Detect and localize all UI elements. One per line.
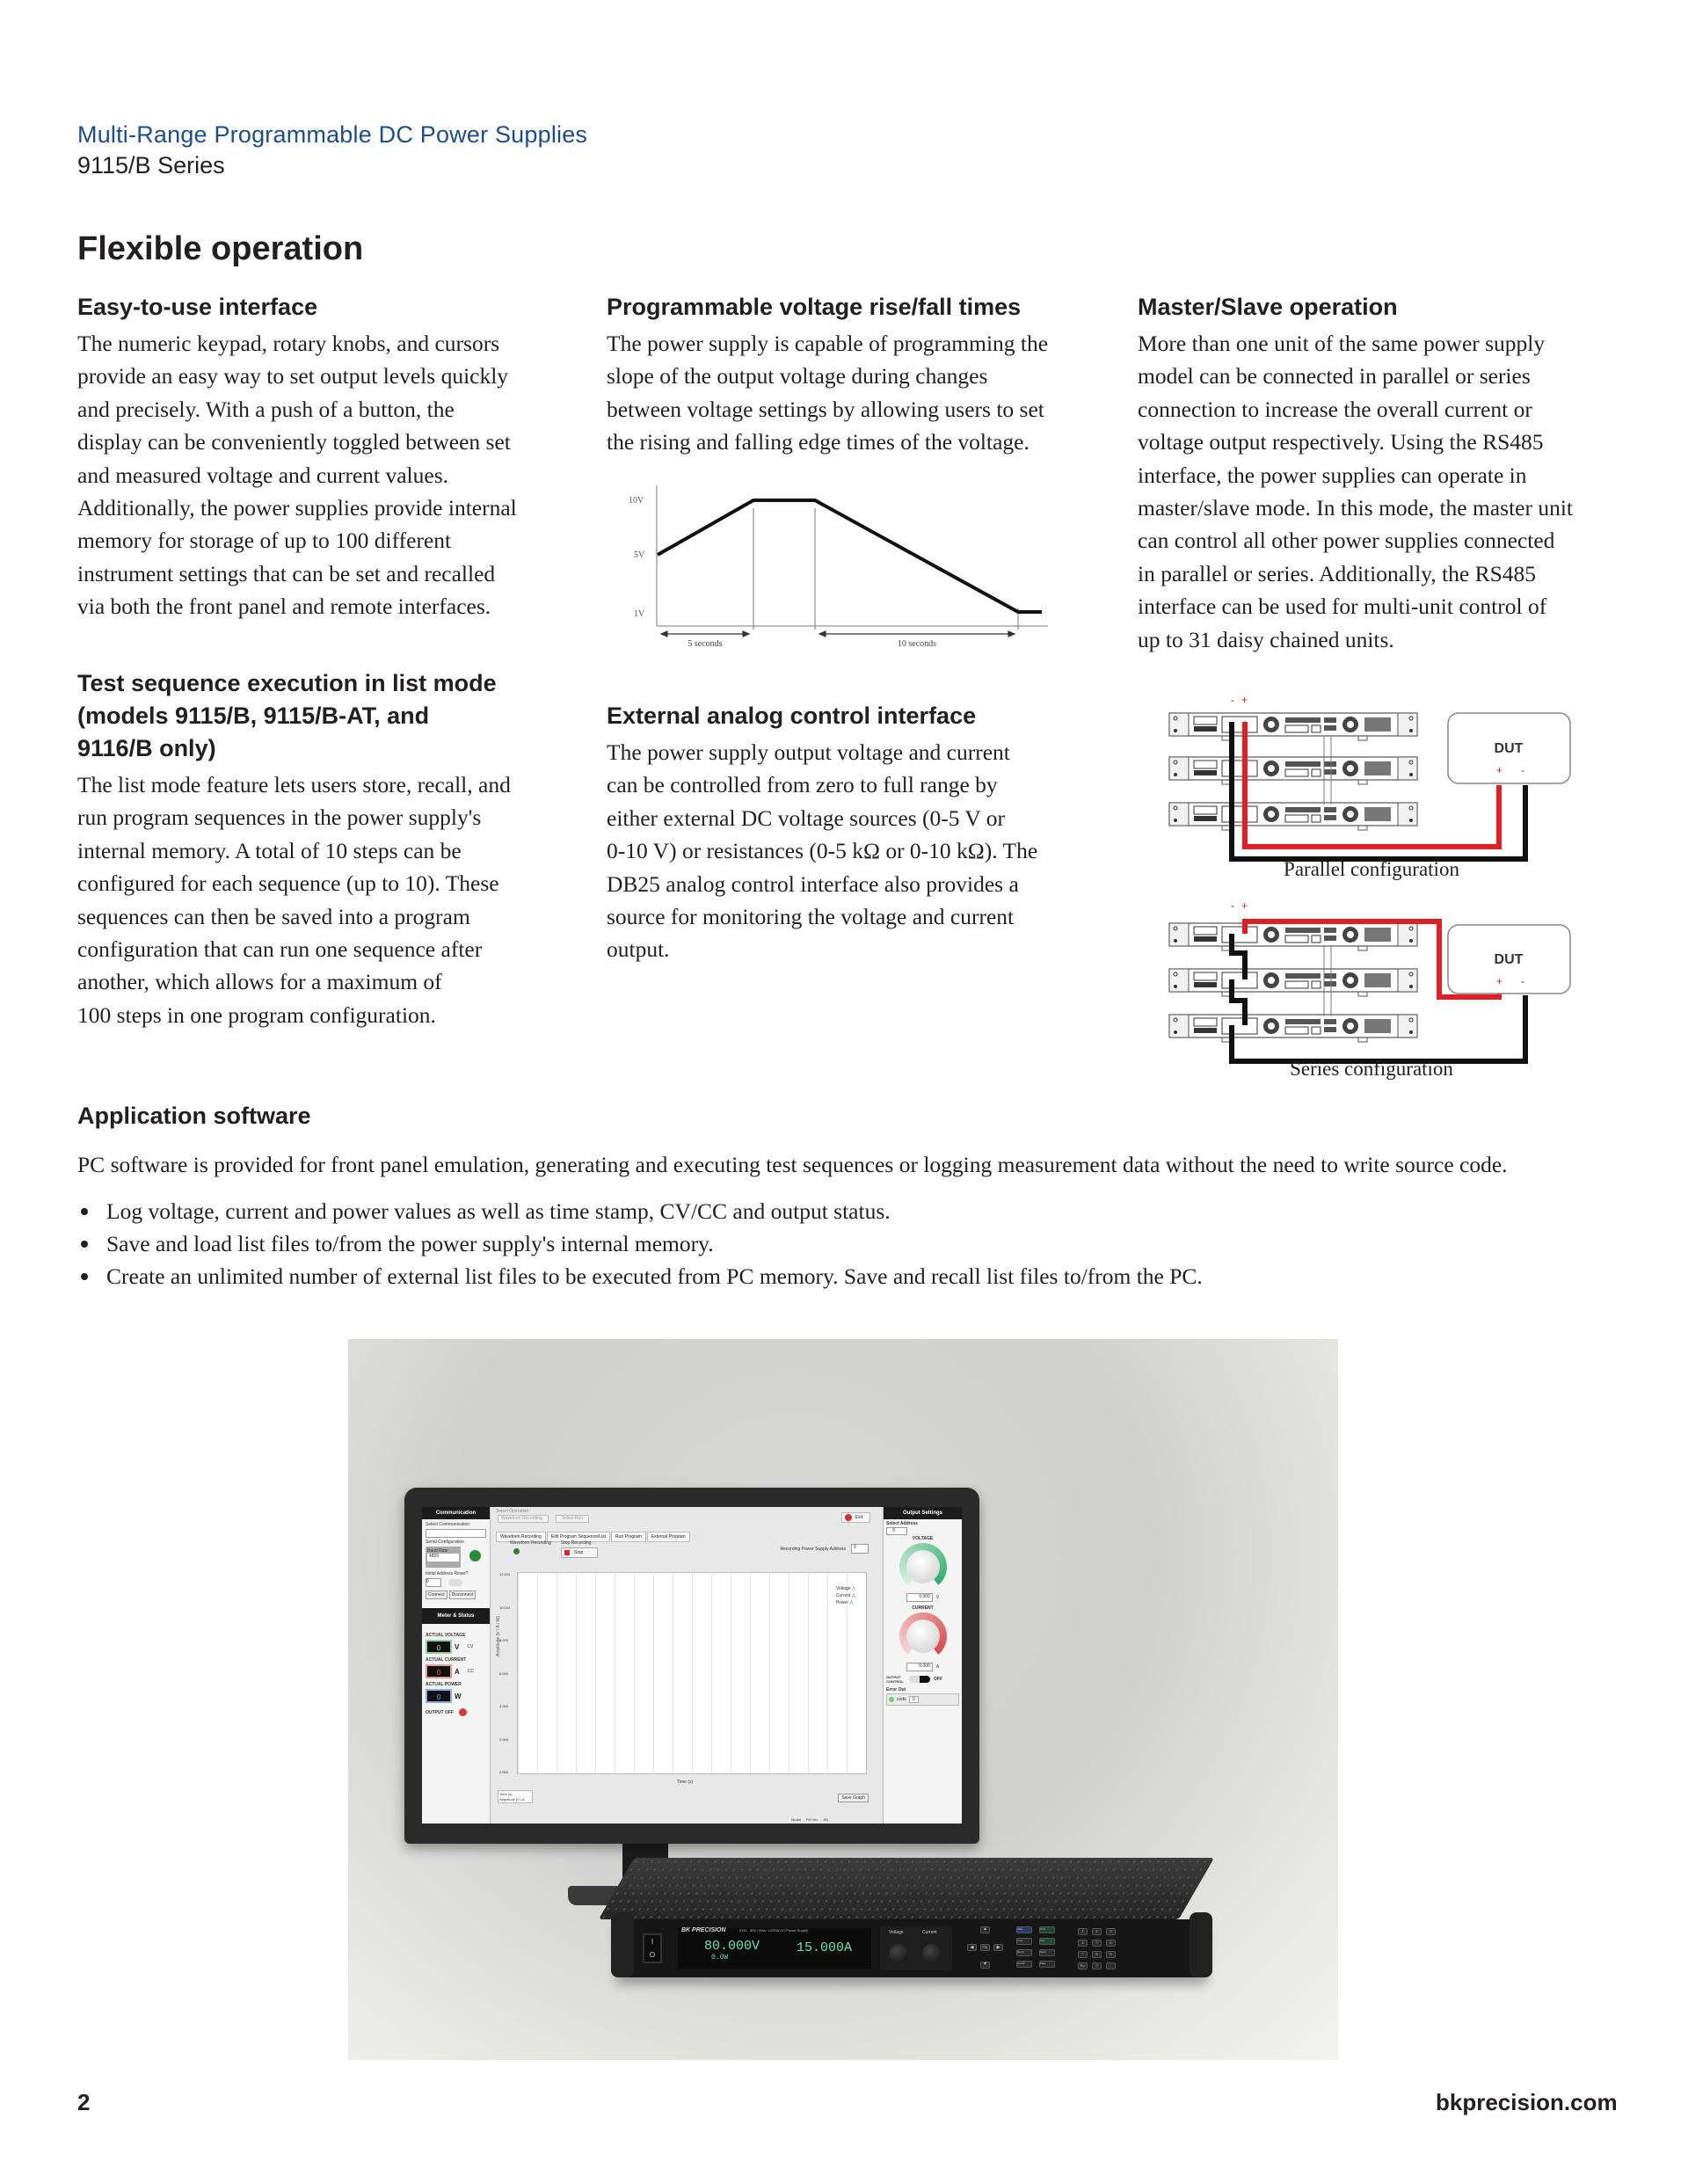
tab-run-program[interactable]: Run Program xyxy=(611,1532,646,1542)
y-tick-5v: 5V xyxy=(634,550,645,560)
unit-label: W xyxy=(455,1692,462,1700)
list-item-text: Create an unlimited number of external list files to be executed from PC memory. Save and recall list files to/from the PC. xyxy=(106,1263,1203,1289)
exit-button[interactable] xyxy=(841,1512,870,1523)
output-state-label: OFF xyxy=(934,1677,942,1682)
text-line: The power supply output voltage and current xyxy=(607,739,1010,765)
numeric-keypad xyxy=(1078,1925,1131,1972)
output-settings-panel xyxy=(883,1507,962,1824)
field-label: code xyxy=(897,1697,906,1702)
plot-legend: Voltage ⋀ Current ⋀ Power ⋀ xyxy=(835,1586,855,1605)
status-led-icon xyxy=(469,1550,481,1562)
baud-rate-group xyxy=(426,1547,461,1568)
dut-label: DUT xyxy=(1494,952,1524,967)
dut-terminal-plus: + xyxy=(1496,975,1503,987)
power-supply-front-panel xyxy=(616,1919,1207,1977)
power-switch[interactable] xyxy=(643,1933,662,1963)
text-line: voltage output respectively. Using the RS485 xyxy=(1138,429,1544,455)
select-run-button[interactable]: Select Run xyxy=(556,1515,589,1523)
text-line: provide an easy way to set output levels quickly xyxy=(77,363,509,389)
output-led-icon xyxy=(459,1708,467,1716)
document-series-title: Multi-Range Programmable DC Power Supplies xyxy=(77,121,588,148)
field-label: Recording Power Supply Address xyxy=(780,1547,846,1552)
key-2[interactable]: 2 xyxy=(1092,1928,1102,1935)
text-line: instrument settings that can be set and recalled xyxy=(77,560,496,586)
bullet-icon xyxy=(81,1273,88,1280)
text-line: master/slave mode. In this mode, the master unit xyxy=(1138,495,1574,521)
voltage-knob-label: Voltage xyxy=(889,1930,904,1935)
key-decimal[interactable]: . xyxy=(1106,1962,1116,1969)
current-meter: 0 xyxy=(426,1664,452,1678)
list-item xyxy=(77,1227,1203,1260)
psu-rack-unit xyxy=(1169,969,1417,996)
psu-rack-unit xyxy=(1169,923,1417,950)
power-meter: 0 xyxy=(426,1689,452,1703)
left-arrow-key[interactable]: ◀ xyxy=(967,1944,977,1951)
reset-toggle[interactable] xyxy=(448,1579,462,1586)
key-8[interactable]: 8 xyxy=(1092,1951,1102,1958)
voltage-knob[interactable] xyxy=(899,1543,947,1591)
code-value: 0 xyxy=(909,1696,919,1703)
output-status-label: OUTPUT OFF xyxy=(426,1709,454,1715)
current-dial-label: CURRENT xyxy=(912,1605,934,1611)
product-photo xyxy=(348,1339,1338,2060)
terminal-minus: - xyxy=(1231,899,1234,912)
field-label: Select Communication xyxy=(426,1522,470,1527)
output-control-label: OUTPUT CONTROL xyxy=(886,1675,904,1684)
series-configuration-diagram xyxy=(1152,888,1574,1064)
section-heading-app-software: Application software xyxy=(77,1103,311,1129)
section-easy-interface xyxy=(77,291,552,623)
document-series-model: 9115/B Series xyxy=(77,152,225,178)
enter-key[interactable]: Enter xyxy=(1039,1961,1055,1968)
section-heading: External analog control interface xyxy=(607,703,977,729)
fw-label: FW Ver. xyxy=(805,1817,819,1822)
navigation-keys xyxy=(964,1925,1008,1972)
section-body xyxy=(607,327,1086,459)
key-0[interactable]: 0 xyxy=(1092,1962,1102,1969)
terminal-plus: + xyxy=(1241,899,1248,912)
meter-key[interactable]: Meter xyxy=(1039,1949,1055,1956)
field-label: Waveform Recording xyxy=(510,1540,551,1546)
initial-address-input[interactable]: 0 xyxy=(426,1578,441,1587)
communication-panel xyxy=(422,1507,491,1824)
section-body xyxy=(77,768,552,1031)
power-supply-chassis-top xyxy=(599,1858,1214,1919)
text-line: interface, the power supplies can operate in xyxy=(1138,462,1527,488)
disconnect-button[interactable]: Disconnect xyxy=(449,1591,477,1599)
bullet-icon xyxy=(81,1241,88,1248)
psu-rack-unit xyxy=(1169,713,1417,740)
monitor xyxy=(404,1488,979,1844)
tab-edit-program-sequence[interactable]: Edit Program Sequence/List xyxy=(547,1532,610,1542)
cv-indicator-label: CV xyxy=(467,1644,474,1649)
y-axis-ticks: 12.000 10.000 8.000 6.000 4.000 2.000 0.000 xyxy=(499,1572,511,1774)
field-label: Serial Configuration xyxy=(426,1540,464,1545)
error-out-cluster xyxy=(886,1693,959,1706)
stop-button[interactable] xyxy=(561,1547,598,1558)
key-1[interactable]: 1 xyxy=(1078,1928,1088,1935)
ovp-key[interactable]: OVP xyxy=(1039,1926,1055,1933)
text-line: output. xyxy=(607,936,670,963)
right-arrow-key[interactable]: ▶ xyxy=(993,1944,1003,1951)
panel-header: Output Settings xyxy=(884,1507,962,1519)
section-master-slave xyxy=(1138,291,1617,656)
model-label: Model xyxy=(791,1817,802,1822)
unit-label: A xyxy=(935,1664,940,1670)
section-rise-fall xyxy=(607,291,1086,459)
list-item-text: Log voltage, current and power values as well as time stamp, CV/CC and output status. xyxy=(106,1198,891,1224)
text-line: internal memory. A total of 10 steps can be xyxy=(77,837,462,863)
switch-on-label: I xyxy=(651,1938,654,1946)
text-line: sequences can then be saved into a program xyxy=(77,903,470,929)
field-label: ACTUAL CURRENT xyxy=(426,1657,467,1663)
on-off-key[interactable]: On/Off xyxy=(1016,1961,1032,1968)
section-heading: Master/Slave operation xyxy=(1138,294,1398,320)
operation-area xyxy=(492,1507,881,1824)
text-line: via both the front panel and remote interfaces. xyxy=(77,593,491,620)
text-line: 100 steps in one program configuration. xyxy=(77,1001,436,1028)
down-arrow-key[interactable]: ▼ xyxy=(980,1962,990,1969)
current-knob-label: Current xyxy=(922,1930,937,1935)
unit-label: V xyxy=(935,1595,940,1600)
software-screen xyxy=(422,1507,962,1824)
sn-label: SN xyxy=(823,1817,828,1822)
text-line: between voltage settings by allowing users to set xyxy=(607,396,1044,422)
function-keys xyxy=(1016,1925,1069,1972)
current-knob[interactable] xyxy=(899,1613,947,1660)
text-line: up to 31 daisy chained units. xyxy=(1138,626,1394,652)
text-line: and measured voltage and current values. xyxy=(77,462,448,488)
annotation-5-seconds: 5 seconds xyxy=(688,639,723,649)
brand-logo: BK PRECISION xyxy=(681,1927,726,1933)
recall-key[interactable]: Recall xyxy=(1016,1949,1032,1956)
text-line: The list mode feature lets users store, recall, and xyxy=(77,772,511,797)
rise-fall-chart xyxy=(607,475,1064,651)
close-icon xyxy=(845,1514,852,1521)
field-label: ACTUAL VOLTAGE xyxy=(426,1633,466,1638)
cursor-x-field: Time (s) xyxy=(499,1792,531,1796)
key-4[interactable]: 4 xyxy=(1078,1940,1088,1947)
text-line: and precisely. With a push of a button, the xyxy=(77,396,455,422)
recording-address-input[interactable]: 0 xyxy=(851,1544,869,1554)
section-heading xyxy=(77,667,552,765)
tab-external-program[interactable]: External Program xyxy=(647,1532,690,1542)
stop-icon xyxy=(564,1550,570,1555)
voltage-setpoint-input[interactable]: 0.000 xyxy=(906,1593,933,1602)
voltage-knob[interactable] xyxy=(889,1944,908,1963)
rack-handle-left xyxy=(611,1912,634,1977)
parallel-configuration-diagram xyxy=(1152,681,1574,870)
knob-panel xyxy=(880,1926,952,1970)
connect-button[interactable]: Connect xyxy=(426,1591,447,1599)
text-line: another, which allows for a maximum of xyxy=(77,969,442,995)
y-tick-10v: 10V xyxy=(629,496,644,506)
heading-line: 9116/B only) xyxy=(77,735,216,761)
text-line: in parallel or series. Additionally, the RS485 xyxy=(1138,560,1537,586)
text-line: slope of the output voltage during changes xyxy=(607,363,988,389)
text-line: More than one unit of the same power supply xyxy=(1138,331,1546,356)
key-7[interactable]: 7 xyxy=(1078,1951,1088,1958)
communication-select[interactable] xyxy=(426,1529,486,1538)
heading-line: Test sequence execution in list mode xyxy=(77,670,497,696)
terminal-plus: + xyxy=(1241,694,1248,706)
field-label: Select Address xyxy=(886,1521,918,1526)
vset-key[interactable]: V-set xyxy=(1016,1938,1032,1945)
dut-terminal-minus: - xyxy=(1521,975,1524,987)
field-label: Initial Address xyxy=(426,1571,454,1576)
section-list-mode xyxy=(77,667,552,1031)
text-line: either external DC voltage sources (0-5 V or xyxy=(607,804,1005,831)
save-graph-button[interactable]: Save Graph xyxy=(838,1794,869,1802)
field-label: Error Out xyxy=(886,1687,906,1693)
terminal-minus: - xyxy=(1231,694,1234,706)
text-line: DB25 analog control interface also provides a xyxy=(607,870,1019,897)
unit-label: V xyxy=(455,1642,460,1651)
app-software-intro: PC software is provided for front panel emulation, generating and executing test sequences or logging measurement data without the need to write source code. xyxy=(77,1152,1508,1177)
bullet-icon xyxy=(81,1208,88,1215)
rack-handle-right xyxy=(1190,1912,1212,1977)
ok-key[interactable]: OK xyxy=(980,1944,990,1951)
iset-key[interactable]: I-set xyxy=(1039,1938,1055,1945)
section-analog xyxy=(607,700,1086,966)
exit-button-label: Exit xyxy=(855,1515,862,1520)
unit-label: A xyxy=(455,1667,460,1676)
text-line: can control all other power supplies connected xyxy=(1138,528,1555,554)
psu-rack-unit xyxy=(1169,757,1417,784)
operation-select[interactable]: Waveform Recording xyxy=(498,1515,549,1523)
voltage-meter: 0 xyxy=(426,1640,452,1654)
cc-indicator-label: CC xyxy=(467,1669,475,1674)
baud-rate-input[interactable]: 4800 xyxy=(427,1554,459,1562)
voltage-line xyxy=(658,500,1042,612)
text-line: configuration that can run one sequence after xyxy=(77,936,483,963)
key-3[interactable]: 3 xyxy=(1106,1928,1116,1935)
section-heading: Programmable voltage rise/fall times xyxy=(607,294,1022,320)
annotation-10-seconds: 10 seconds xyxy=(897,639,937,649)
y-axis-label: Amplitude (V / A / W) xyxy=(496,1615,501,1656)
text-line: connection to increase the overall current or xyxy=(1138,396,1532,422)
y-tick-1v: 1V xyxy=(634,609,645,619)
list-item xyxy=(77,1260,1203,1292)
field-label: ACTUAL POWER xyxy=(426,1682,462,1687)
footer-website-link[interactable]: bkprecision.com xyxy=(1436,2089,1618,2115)
text-line: interface can be used for multi-unit control of xyxy=(1138,593,1547,620)
key-6[interactable]: 6 xyxy=(1106,1940,1116,1947)
text-line: can be controlled from zero to full range by xyxy=(607,772,998,798)
field-label: Select Operation xyxy=(496,1509,529,1514)
field-label: Baud Rate xyxy=(427,1548,448,1554)
text-line: the rising and falling edge times of the voltage. xyxy=(607,429,1030,455)
panel-header: Communication xyxy=(422,1507,490,1519)
text-line: 0-10 V) or resistances (0-5 kΩ or 0-10 kΩ). The xyxy=(607,838,1038,864)
x-axis-label: Time (s) xyxy=(677,1780,694,1785)
list-item xyxy=(77,1195,1203,1227)
output-toggle[interactable] xyxy=(909,1676,930,1683)
parallel-configuration-label: Parallel configuration xyxy=(1284,858,1459,880)
up-arrow-key[interactable]: ▲ xyxy=(980,1926,990,1933)
text-line: memory for storage of up to 100 different xyxy=(77,528,452,554)
key-5[interactable]: 5 xyxy=(1092,1940,1102,1947)
list-item-text: Save and load list files to/from the power supply's internal memory. xyxy=(106,1231,714,1256)
status-led-icon xyxy=(889,1697,894,1702)
page-number: 2 xyxy=(77,2089,91,2115)
series-configuration-label: Series configuration xyxy=(1290,1058,1453,1080)
voltage-readout: 80.000V xyxy=(704,1939,760,1954)
key-9[interactable]: 9 xyxy=(1106,1951,1116,1958)
dut-label: DUT xyxy=(1494,741,1524,756)
field-label: Reset? xyxy=(454,1571,469,1576)
spec-label: 80V / 60A / 1200W DC Power Supply xyxy=(749,1928,808,1933)
vfd-display xyxy=(678,1928,871,1969)
key-esc[interactable]: Esc xyxy=(1078,1962,1088,1969)
text-line: configured for each sequence (up to 10). These xyxy=(77,870,499,897)
waveform-plot[interactable] xyxy=(517,1572,867,1774)
cursor-y-field: Amplitude (V / A xyxy=(499,1797,531,1802)
text-line: The numeric keypad, rotary knobs, and cursors xyxy=(77,331,500,356)
model-label: 9115 xyxy=(739,1928,747,1933)
text-line: model can be connected in parallel or series xyxy=(1138,363,1531,389)
text-line: The power supply is capable of programming the xyxy=(607,331,1049,356)
tab-waveform-recording[interactable]: Waveform Recording xyxy=(496,1532,546,1542)
section-body xyxy=(77,327,552,623)
psu-rack-unit xyxy=(1169,1015,1417,1042)
text-line: display can be conveniently toggled between set xyxy=(77,429,511,455)
recording-led-icon xyxy=(513,1548,520,1554)
text-line: Additionally, the power supplies provide internal xyxy=(77,495,517,521)
app-software-feature-list xyxy=(77,1195,1203,1292)
shift-key[interactable]: Shift xyxy=(1016,1926,1032,1933)
text-line: run program sequences in the power supply's xyxy=(77,804,482,831)
psu-rack-unit xyxy=(1169,803,1417,830)
current-setpoint-input[interactable]: 0.000 xyxy=(906,1663,933,1671)
voltage-dial-label: VOLTAGE xyxy=(912,1536,934,1541)
address-input[interactable]: 0 xyxy=(886,1527,907,1535)
current-knob[interactable] xyxy=(922,1944,942,1963)
panel-header: Meter & Status xyxy=(422,1608,490,1624)
heading-line: (models 9115/B, 9115/B-AT, and xyxy=(77,703,430,729)
dut-terminal-minus: - xyxy=(1521,764,1524,776)
field-label: Stop Recording xyxy=(561,1540,592,1546)
current-readout: 15.000A xyxy=(797,1940,853,1955)
section-body xyxy=(607,736,1086,966)
section-heading: Easy-to-use interface xyxy=(77,294,318,320)
page-title: Flexible operation xyxy=(77,230,364,267)
text-line: source for monitoring the voltage and current xyxy=(607,904,1015,930)
power-readout: 0.0W xyxy=(711,1954,729,1962)
section-body xyxy=(1138,327,1617,656)
switch-off-label: O xyxy=(649,1951,656,1959)
stop-button-label: Stop xyxy=(574,1550,584,1555)
cursor-panel xyxy=(498,1790,533,1803)
dut-terminal-plus: + xyxy=(1496,764,1503,776)
